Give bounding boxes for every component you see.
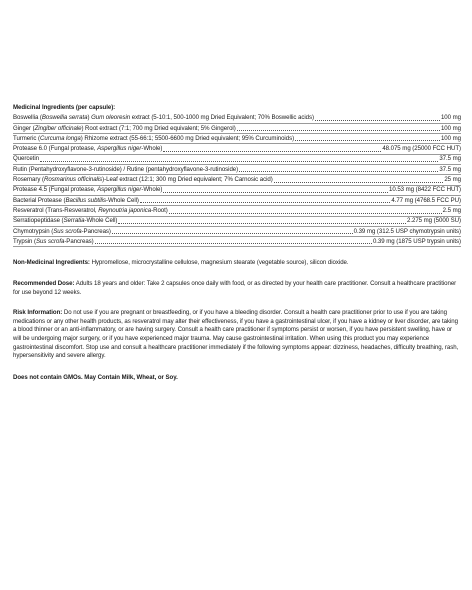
ingredient-name — [13, 125, 236, 134]
ingredient-row — [13, 114, 461, 124]
ingredient-row — [13, 227, 461, 237]
ingredient-name-part: Protease 4.5 (Fungal protease, — [13, 186, 98, 194]
ingredient-name — [13, 238, 94, 247]
ingredient-name-part: -Whole Cell) — [105, 196, 139, 204]
dot-leader — [40, 161, 438, 162]
dot-leader — [163, 192, 388, 193]
ingredient-name-part: Bacterial Protease ( — [13, 196, 66, 204]
ingredient-latin-name: Reynoutria japonica — [98, 206, 152, 214]
ingredient-amount: 25 mg — [444, 176, 461, 184]
ingredient-name-part: Boswellia ( — [13, 114, 42, 122]
ingredient-amount: 37.5 mg — [439, 155, 461, 163]
ingredient-name-part: Trypsin ( — [13, 237, 37, 245]
ingredient-latin-name: Bacillus subtilis — [65, 196, 106, 204]
ingredient-name — [13, 145, 162, 154]
ingredient-name-part: extract (5-10:1, 500-1000 mg Dried Equivalent; 70% Boswellic acids) — [130, 114, 315, 122]
ingredient-name-part: Rutin (Pentahydroxyflavone-3-rutinoside) / Rutine (pentahydroxyflavone-3-rutinoside) — [13, 165, 239, 173]
ingredient-name-part: ) — [87, 114, 92, 122]
non-medicinal-text: Hypromellose, microcrystalline cellulose, magnesium stearate (vegetable source), silicon dioxide. — [89, 259, 349, 267]
ingredient-row — [13, 217, 461, 227]
ingredient-amount: 100 mg — [440, 114, 461, 122]
ingredient-name-part: -Whole) — [141, 186, 163, 194]
ingredient-name — [13, 114, 314, 123]
ingredient-name — [13, 186, 162, 195]
ingredient-name-part: Serratiopeptidase ( — [13, 217, 64, 225]
ingredient-name-part: -Pancreas) — [81, 227, 111, 235]
ingredient-name — [13, 207, 168, 216]
dot-leader — [315, 120, 440, 121]
ingredient-name — [13, 166, 238, 175]
ingredient-row — [13, 206, 461, 216]
ingredient-amount: 100 mg — [440, 124, 461, 132]
ingredient-row — [13, 175, 461, 185]
ingredient-amount: 100 mg — [440, 134, 461, 142]
dot-leader — [112, 233, 353, 234]
ingredient-latin-name: Serratia — [63, 217, 85, 225]
dot-leader — [163, 151, 381, 152]
recommended-dose — [13, 280, 461, 297]
ingredient-latin-name: Zingiber officinale — [34, 124, 82, 132]
supplement-facts-document — [13, 104, 461, 382]
ingredient-row — [13, 124, 461, 134]
ingredient-amount: 48.075 mg (25000 FCC HUT) — [382, 145, 461, 153]
ingredient-name-part: Chymotrypsin ( — [13, 227, 54, 235]
ingredient-row — [13, 144, 461, 154]
ingredient-row — [13, 134, 461, 144]
dot-leader — [140, 202, 390, 203]
ingredient-amount: 0.39 mg (1875 USP trypsin units) — [372, 237, 461, 245]
non-medicinal-ingredients — [13, 259, 461, 268]
ingredient-name — [13, 228, 111, 237]
ingredient-amount: 2.5 mg — [442, 206, 461, 214]
ingredient-name-part: -Whole Cell) — [84, 217, 118, 225]
dot-leader — [239, 171, 438, 172]
ingredient-name-part: -Pancreas) — [64, 237, 94, 245]
ingredient-latin-name: Gum oleoresin — [91, 114, 131, 122]
ingredient-amount: 2.275 mg (5000 SU) — [407, 217, 461, 225]
ingredient-name-part: ) Root extract (7:1; 700 mg Dried equivalent; 5% Gingerol) — [81, 124, 236, 132]
dot-leader — [274, 182, 444, 183]
ingredient-latin-name: Aspergillus niger — [97, 186, 142, 194]
ingredient-name — [13, 176, 273, 185]
ingredient-name — [13, 155, 39, 164]
ingredient-name-part: Rosemary ( — [13, 176, 44, 184]
ingredient-row — [13, 155, 461, 165]
dot-leader — [169, 213, 442, 214]
risk-information-label: Risk Information: — [13, 309, 63, 317]
ingredient-latin-name: Sus scrofa — [36, 237, 65, 245]
allergen-statement: Does not contain GMOs. May Contain Milk, Wheat, or Soy. — [13, 373, 178, 381]
ingredient-name-part: ) Rhizome extract (55-66:1; 5500-6600 mg Dried equivalent; 95% Curcuminoids) — [80, 134, 295, 142]
dot-leader — [295, 140, 440, 141]
ingredient-amount: 10.53 mg (8422 FCC HUT) — [389, 186, 461, 194]
ingredient-name-part: Quercetin — [13, 155, 39, 163]
ingredient-name-part: -Root) — [151, 206, 168, 214]
ingredient-latin-name: Curcuma longa — [40, 134, 81, 142]
ingredient-name-part: Resveratrol (Trans-Resveratrol, — [13, 206, 99, 214]
ingredient-row — [13, 186, 461, 196]
medicinal-ingredients-heading: Medicinal Ingredients (per capsule): — [13, 104, 116, 111]
ingredient-name-part: )-Leaf extract (12:1; 300 mg Dried equivalent; 7% Carnosic acid) — [102, 176, 273, 184]
ingredient-amount: 0.39 mg (312.5 USP chymotrypsin units) — [353, 227, 461, 235]
ingredient-latin-name: Sus scrofa — [53, 227, 82, 235]
ingredient-name-part: Protease 6.0 (Fungal protease, — [13, 145, 98, 153]
non-medicinal-label: Non-Medicinal Ingredients: — [13, 259, 90, 267]
recommended-dose-label: Recommended Dose: — [13, 280, 75, 288]
ingredient-row — [13, 196, 461, 206]
dot-leader — [118, 223, 406, 224]
risk-information — [13, 309, 461, 361]
dot-leader — [237, 130, 440, 131]
ingredient-latin-name: Rosmarinus officinalis — [44, 176, 103, 184]
ingredient-row — [13, 165, 461, 175]
ingredient-name-part: Ginger ( — [13, 124, 35, 132]
dot-leader — [95, 243, 372, 244]
ingredient-amount: 4.77 mg (4768.5 FCC PU) — [391, 196, 461, 204]
ingredient-table — [13, 114, 461, 248]
ingredient-name-part: Turmeric ( — [13, 134, 41, 142]
ingredient-amount: 37.5 mg — [439, 165, 461, 173]
recommended-dose-text: Adults 18 years and older: Take 2 capsules once daily with food, or as directed by your health care practitioner. Consult a healthcare practitioner for use beyond 12 weeks. — [13, 280, 457, 296]
ingredient-name — [13, 135, 294, 144]
ingredient-latin-name: Boswellia serrata — [41, 114, 88, 122]
ingredient-name-part: -Whole) — [141, 145, 163, 153]
risk-information-text: Do not use if you are pregnant or breastfeeding, or if you have a bleeding disorder. Consult a health care practitioner prior to use if you are taking medications or any other health products, as resveratrol may alter their effectiveness, if you have a gastrointestinal ulcer, if you have a kidney or liver disorder, are taking a blood thinner or an anti-inflammatory, or are having surgery. Consult a health care practitioner if symptoms persist or worsen, if you have persistent swelling, have or will be undergoing major surgery, or if you have experienced major trauma. May cause gastrointestinal irritation. When using this product you may experience gastrointestinal discomfort. Stop use and consult a healthcare practitioner immediately if the following symptoms appear: dizziness, headaches, difficulty breathing, rash, hypersensitivity and severe allergy. — [13, 309, 459, 360]
ingredient-row — [13, 237, 461, 247]
ingredient-latin-name: Aspergillus niger — [97, 145, 142, 153]
ingredient-name — [13, 217, 117, 226]
ingredient-name — [13, 197, 139, 206]
